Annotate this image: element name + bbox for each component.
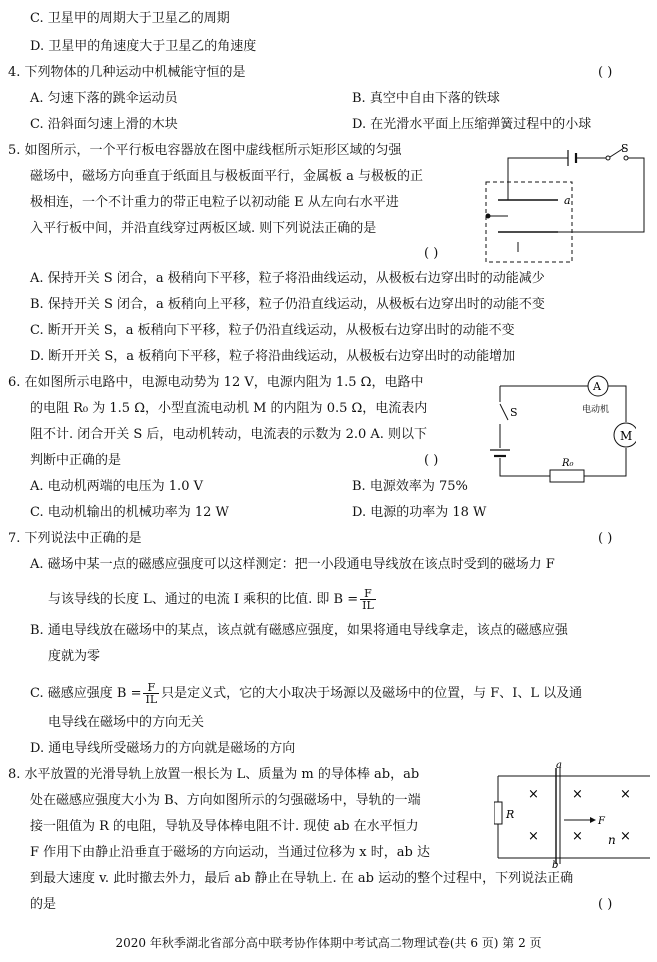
svg-text:×: × bbox=[528, 829, 539, 844]
svg-text:×: × bbox=[572, 787, 583, 802]
q5-option-a: A. 保持开关 S 闭合，a 极稍向下平移，粒子将沿曲线运动，从极板右边穿出时的动能减少 bbox=[30, 271, 545, 286]
q7-stem: 7. 下列说法中正确的是 bbox=[8, 531, 142, 546]
resistor-r-label: R bbox=[506, 808, 515, 821]
svg-text:×: × bbox=[620, 787, 631, 802]
q7-option-a-line2: 与该导线的长度 L、通过的电流 I 乘积的比值. 即 B = $\frac{F}{IL}$ bbox=[48, 587, 374, 612]
q6-stem-line4: 判断中正确的是 bbox=[30, 453, 122, 468]
q7-fraction-c: $\frac{F}{IL}$ bbox=[145, 681, 158, 706]
q7-option-b-line2: 度就为零 bbox=[48, 649, 101, 664]
q4-option-c: C. 沿斜面匀速上滑的木块 bbox=[30, 117, 178, 132]
plate-a-label: a bbox=[564, 194, 571, 207]
q6-stem-line2: 的电阻 R₀ 为 1.5 Ω，小型直流电动机 M 的内阻为 0.5 Ω，电流表内 bbox=[30, 401, 428, 416]
q7-option-b-line1: B. 通电导线放在磁场中的某点，该点就有磁感应强度，如果将通电导线拿走，该点的磁感应强 bbox=[30, 623, 568, 638]
q7-fraction-a: $\frac{F}{IL}$ bbox=[362, 587, 374, 612]
q6-stem-line1: 6. 在如图所示电路中，电源电动势为 12 V，电源内阻为 1.5 Ω，电路中 bbox=[8, 375, 424, 390]
q5-stem-line1: 5. 如图所示，一个平行板电容器放在图中虚线框所示矩形区域的匀强 bbox=[8, 143, 402, 158]
svg-text:×: × bbox=[620, 829, 631, 844]
svg-text:×: × bbox=[528, 787, 539, 802]
q5-stem-line2: 磁场中，磁场方向垂直于纸面且与极板面平行，金属板 a 与极板的正 bbox=[30, 169, 424, 184]
capacitor-field-diagram bbox=[478, 142, 653, 270]
q6-stem-line3: 阻不计. 闭合开关 S 后，电动机转动，电流表的示数为 2.0 A. 则以下 bbox=[30, 427, 428, 442]
q4-stem: 4. 下列物体的几种运动中机械能守恒的是 bbox=[8, 65, 246, 80]
svg-text:×: × bbox=[572, 829, 583, 844]
q8-stem-line6: 的是 bbox=[30, 897, 57, 912]
q5-answer-paren: ( ) bbox=[424, 246, 439, 261]
page-footer: 2020 年秋季湖北省部分高中联考协作体期中考试高二物理试卷(共 6 页) 第 2 页 bbox=[115, 936, 542, 950]
q3-option-c: C. 卫星甲的周期大于卫星乙的周期 bbox=[30, 11, 230, 26]
force-f-label: F bbox=[598, 816, 605, 827]
q6-answer-paren: ( ) bbox=[424, 453, 439, 468]
q8-stem-line4: F 作用下由静止沿垂直于磁场的方向运动，当通过位移为 x 时，ab 达 bbox=[30, 845, 430, 860]
ammeter-label: A bbox=[593, 380, 601, 393]
q8-stem-line2: 处在磁感应强度大小为 B、方向如图所示的匀强磁场中，导轨的一端 bbox=[30, 793, 421, 808]
rail-rod-diagram bbox=[494, 762, 654, 868]
q6-option-c: C. 电动机输出的机械功率为 12 W bbox=[30, 505, 229, 520]
n-label: n bbox=[608, 833, 616, 847]
q5-stem-line4: 入平行板中间，并沿直线穿过两板区域. 则下列说法正确的是 bbox=[30, 221, 377, 236]
q4-option-a: A. 匀速下落的跳伞运动员 bbox=[30, 91, 178, 106]
q6-option-b: B. 电源效率为 75% bbox=[352, 479, 468, 494]
q8-stem-line5: 到最大速度 v. 此时撤去外力，最后 ab 静止在导轨上. 在 ab 运动的整个过程中，下列说法正确 bbox=[30, 871, 574, 886]
q7-option-c-line1: C. 磁感应强度 B = $\frac{F}{IL}$ 只是定义式，它的大小取决于场源以及磁场中的位置，与 F、I、L 以及通 bbox=[30, 681, 583, 706]
q7-option-c-line2: 电导线在磁场中的方向无关 bbox=[48, 715, 205, 730]
q5-option-c: C. 断开开关 S，a 板稍向下平移，粒子仍沿直线运动，从极板右边穿出时的动能不变 bbox=[30, 323, 515, 338]
q7-option-d: D. 通电导线所受磁场力的方向就是磁场的方向 bbox=[30, 741, 296, 756]
rod-end-b-label: b bbox=[552, 860, 559, 868]
q8-stem-line3: 接一阻值为 R 的电阻，导轨及导体棒电阻不计. 现使 ab 在水平恒力 bbox=[30, 819, 419, 834]
motor-handwritten-label: 电动机 bbox=[582, 405, 610, 415]
q7-option-a-line1: A. 磁场中某一点的磁感应强度可以这样测定：把一小段通电导线放在该点时受到的磁场力 F bbox=[30, 557, 555, 572]
q5-option-d: D. 断开开关 S，a 板稍向下平移，粒子将沿曲线运动，从极板右边穿出时的动能增加 bbox=[30, 349, 516, 364]
switch-s-label: S bbox=[510, 406, 518, 419]
q4-option-b: B. 真空中自由下落的铁球 bbox=[352, 91, 500, 106]
q7-answer-paren: ( ) bbox=[598, 531, 613, 546]
q5-stem-line3: 极相连，一个不计重力的带正电粒子以初动能 E 从左向右水平进 bbox=[30, 195, 399, 210]
rod-end-a-label: a bbox=[556, 762, 562, 771]
resistor-r0-label: R₀ bbox=[562, 458, 574, 469]
q5-option-b: B. 保持开关 S 闭合，a 板稍向上平移，粒子仍沿直线运动，从极板右边穿出时的动能不变 bbox=[30, 297, 545, 312]
switch-label: S bbox=[621, 142, 629, 155]
q6-option-d: D. 电源的功率为 18 W bbox=[352, 505, 487, 520]
q8-stem-line1: 8. 水平放置的光滑导轨上放置一根长为 L、质量为 m 的导体棒 ab，ab bbox=[8, 767, 420, 782]
q8-answer-paren: ( ) bbox=[598, 897, 613, 912]
q6-option-a: A. 电动机两端的电压为 1.0 V bbox=[30, 479, 203, 494]
motor-circuit-diagram bbox=[486, 372, 636, 492]
q3-option-d: D. 卫星甲的角速度大于卫星乙的角速度 bbox=[30, 39, 257, 54]
motor-m-label: M bbox=[620, 429, 633, 443]
q4-option-d: D. 在光滑水平面上压缩弹簧过程中的小球 bbox=[352, 117, 592, 132]
q4-answer-paren: ( ) bbox=[598, 65, 613, 80]
